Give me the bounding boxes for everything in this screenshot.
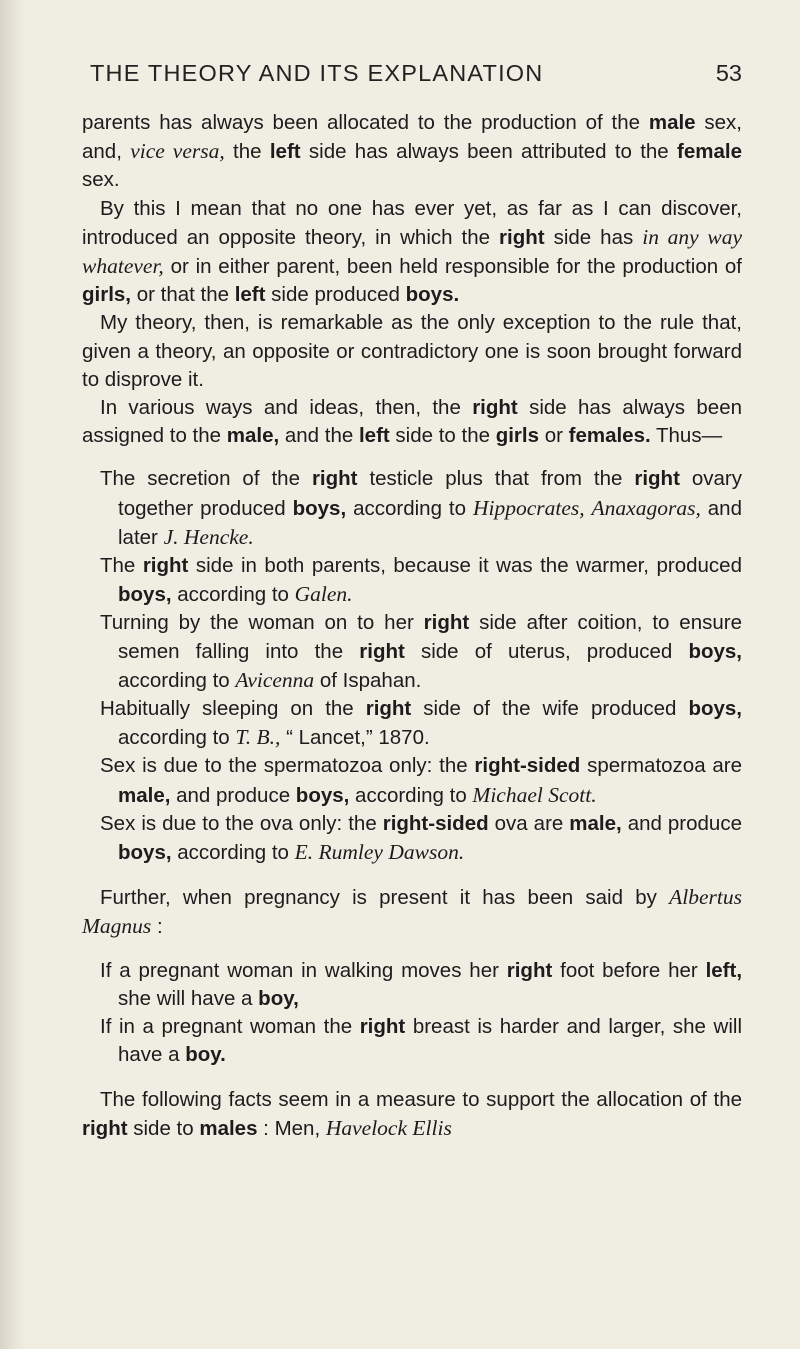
list-item: The secretion of the right testicle plus that from the right ovary together produced boys, according to Hippocrates, Anaxagoras, and later J. Hencke. (100, 467, 742, 549)
book-page (82, 60, 742, 1143)
running-head-title: THE THEORY AND ITS EXPLANATION (90, 60, 544, 86)
list-item: Habitually sleeping on the right side of the wife produced boys, according to T. B., “ Lancet,” 1870. (100, 697, 742, 750)
page-number: 53 (715, 60, 742, 86)
list-item: Sex is due to the ova only: the right-sided ova are male, and produce boys, according to E. Rumley Dawson. (100, 811, 742, 865)
pregnancy-list (82, 957, 742, 1070)
list-item: Turning by the woman on to her right side after coition, to ensure semen falling into the right side of uterus, produced boys, according to Avicenna of Ispahan. (100, 611, 742, 692)
paragraph-5: Further, when pregnancy is present it has been said by Albertus Magnus : (82, 885, 742, 939)
list-item: The right side in both parents, because it was the warmer, produced boys, according to Galen. (100, 554, 742, 607)
list-item: If a pregnant woman in walking moves her right foot before her left, she will have a boy, (100, 958, 743, 1010)
theories-list (82, 465, 742, 867)
paragraph-3: My theory, then, is remarkable as the only exception to the rule that, given a theory, an opposite or contradictory one is soon brought forward to disprove it. (82, 311, 742, 391)
paragraph-6: The following facts seem in a measure to support the allocation of the right side to males : Men, Havelock Ellis (82, 1087, 742, 1140)
running-head (90, 60, 742, 87)
paragraph-1: parents has always been allocated to the production of the male sex, and, vice versa, the left side has always been attributed to the female sex. (82, 111, 743, 192)
list-item: Sex is due to the spermatozoa only: the right-sided spermatozoa are male, and produce boys, according to Michael Scott. (100, 754, 743, 807)
list-item: If in a pregnant woman the right breast is harder and larger, she will have a boy. (100, 1015, 742, 1067)
paragraph-4: In various ways and ideas, then, the right side has always been assigned to the male, and the left side to the girls or females. Thus— (82, 396, 742, 448)
page-edge-shadow (0, 0, 26, 1349)
paragraph-2: By this I mean that no one has ever yet, as far as I can discover, introduced an opposite theory, in which the right side has in any way whatever, or in either parent, been held responsible for the production of girls, or that the left side produced boys. (82, 196, 742, 307)
